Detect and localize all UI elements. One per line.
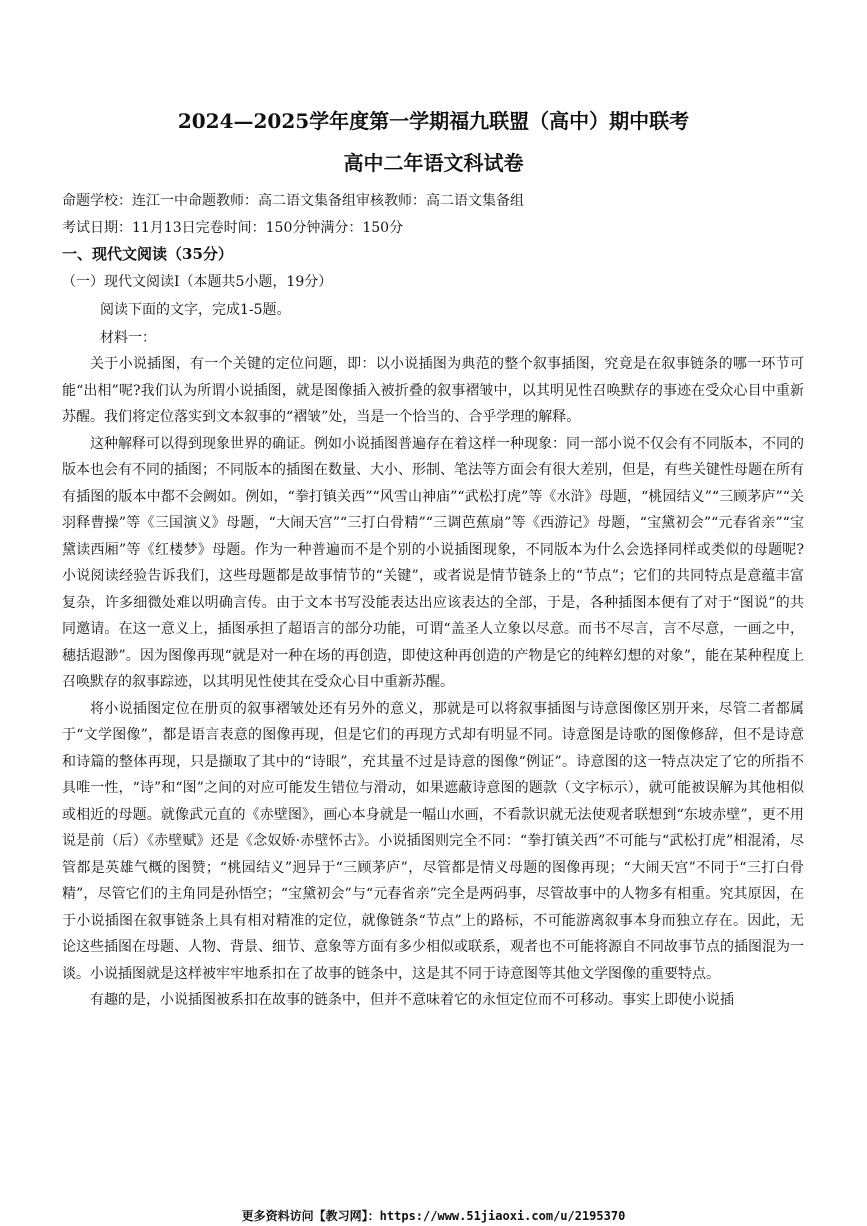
reading-instruction: 阅读下面的文字，完成1-5题。 [100,302,291,318]
paragraph: 将小说插图定位在册页的叙事褶皱处还有另外的意义，那就是可以将叙事插图与诗意图像区别开来，尽管二者都属于“文学图像”，都是语言表意的图像再现，但是它们的再现方式却有明显不同。诗意图是诗歌的图像修辞，但不是诗意和诗篇的整体再现，只是撷取了其中的“诗眼”，充其量不过是诗意的图像“例证”。诗意图的这一特点决定了它的所指不具唯一性，“诗”和“图”之间的对应可能发生错位与滑动，如果遮蔽诗意图的题款（文字标示），就可能被误解为其他相似或相近的母题。就像武元直的《赤壁图》，画心本身就是一幅山水画，不看款识就无法使观者联想到“东坡赤壁”，更不用说是前（后）《赤壁赋》还是《念奴娇·赤壁怀古》。小说插图则完全不同：“拳打镇关西”不可能与“武松打虎”相混淆，尽管都是英雄气概的图赞；“桃园结义”迥异于“三顾茅庐”，尽管都是情义母题的图像再现；“大闹天宫”不同于“三打白骨精”，尽管它们的主角同是孙悟空；“宝黛初会”与“元春省亲”完全是两码事，尽管故事中的人物多有相重。究其原因，在于小说插图在叙事链条上具有相对精准的定位，就像链条“节点”上的路标，不可能游离叙事本身而独立存在。因此，无论这些插图在母题、人物、背景、细节、意象等方面有多少相似或联系，观者也不可能将源自不同故事节点的插图混为一谈。小说插图就是这样被牢牢地系扣在了故事的链条中，这是其不同于诗意图等其他文学图像的重要特点。 [62,700,804,982]
paragraph: 关于小说插图，有一个关键的定位问题，即：以小说插图为典范的整个叙事插图，究竟是在叙事链条的哪一环节可能“出相”呢?我们认为所谓小说插图，就是图像插入被折叠的叙事褶皱中，以其明见性召唤默存的事迹在受众心目中重新苏醒。我们将定位落实到文本叙事的“褶皱”处，当是一个恰当的、合乎学理的解释。 [62,356,804,425]
exam-time-info: 考试日期：11月13日完卷时间：150分钟满分：150分 [62,220,404,236]
exam-author-info: 命题学校：连江一中命题教师：高二语文集备组审核教师：高二语文集备组 [62,193,524,209]
section-heading: 一、现代文阅读（35分） [62,245,233,263]
exam-subtitle: 高中二年语文科试卷 [343,151,524,175]
subsection-heading: （一）现代文阅读Ⅰ（本题共5小题，19分） [62,274,333,290]
paragraph: 这种解释可以得到现象世界的确证。例如小说插图普遍存在着这样一种现象：同一部小说不仅会有不同版本，不同的版本也会有不同的插图；不同版本的插图在数量、大小、形制、笔法等方面会有很大差别，但是，有些关键性母题在所有有插图的版本中都不会阙如。例如，“拳打镇关西”“风雪山神庙”“武松打虎”等《水浒》母题，“桃园结义”“三顾茅庐”“关羽释曹操”等《三国演义》母题，“大闹天宫”“三打白骨精”“三调芭蕉扇”等《西游记》母题，“宝黛初会”“元春省亲”“宝黛读西厢”等《红楼梦》母题。作为一种普遍而不是个别的小说插图现象，不同版本为什么会选择同样或类似的母题呢?小说阅读经验告诉我们，这些母题都是故事情节的“关键”，或者说是情节链条上的“节点”；它们的共同特点是意蕴丰富复杂，许多细微处难以明确言传。由于文本书写没能表达出应该表达的全部，于是，各种插图本便有了对于“图说”的共同邀请。在这一意义上，插图承担了超语言的部分功能，可谓“盖圣人立象以尽意。而书不尽言，言不尽意，一画之中，穗括遐渺”。因为图像再现“就是对一种在场的再创造，即使这种再创造的产物是它的纯粹幻想的对象”，能在某种程度上召唤默存的叙事踪迹，以其明见性使其在受众心目中重新苏醒。 [62,435,804,690]
material-label: 材料一： [100,330,156,346]
footer-link[interactable]: 更多资料访问【教习网】：https://www.51jiaoxi.com/u/2195370 [241,1209,626,1223]
reading-passage [62,351,804,1014]
exam-title: 2024—2025学年度第一学期福九联盟（高中）期中联考 [177,109,690,133]
paragraph: 有趣的是，小说插图被系扣在故事的链条中，但并不意味着它的永恒定位而不可移动。事实上即使小说插 [90,992,734,1008]
